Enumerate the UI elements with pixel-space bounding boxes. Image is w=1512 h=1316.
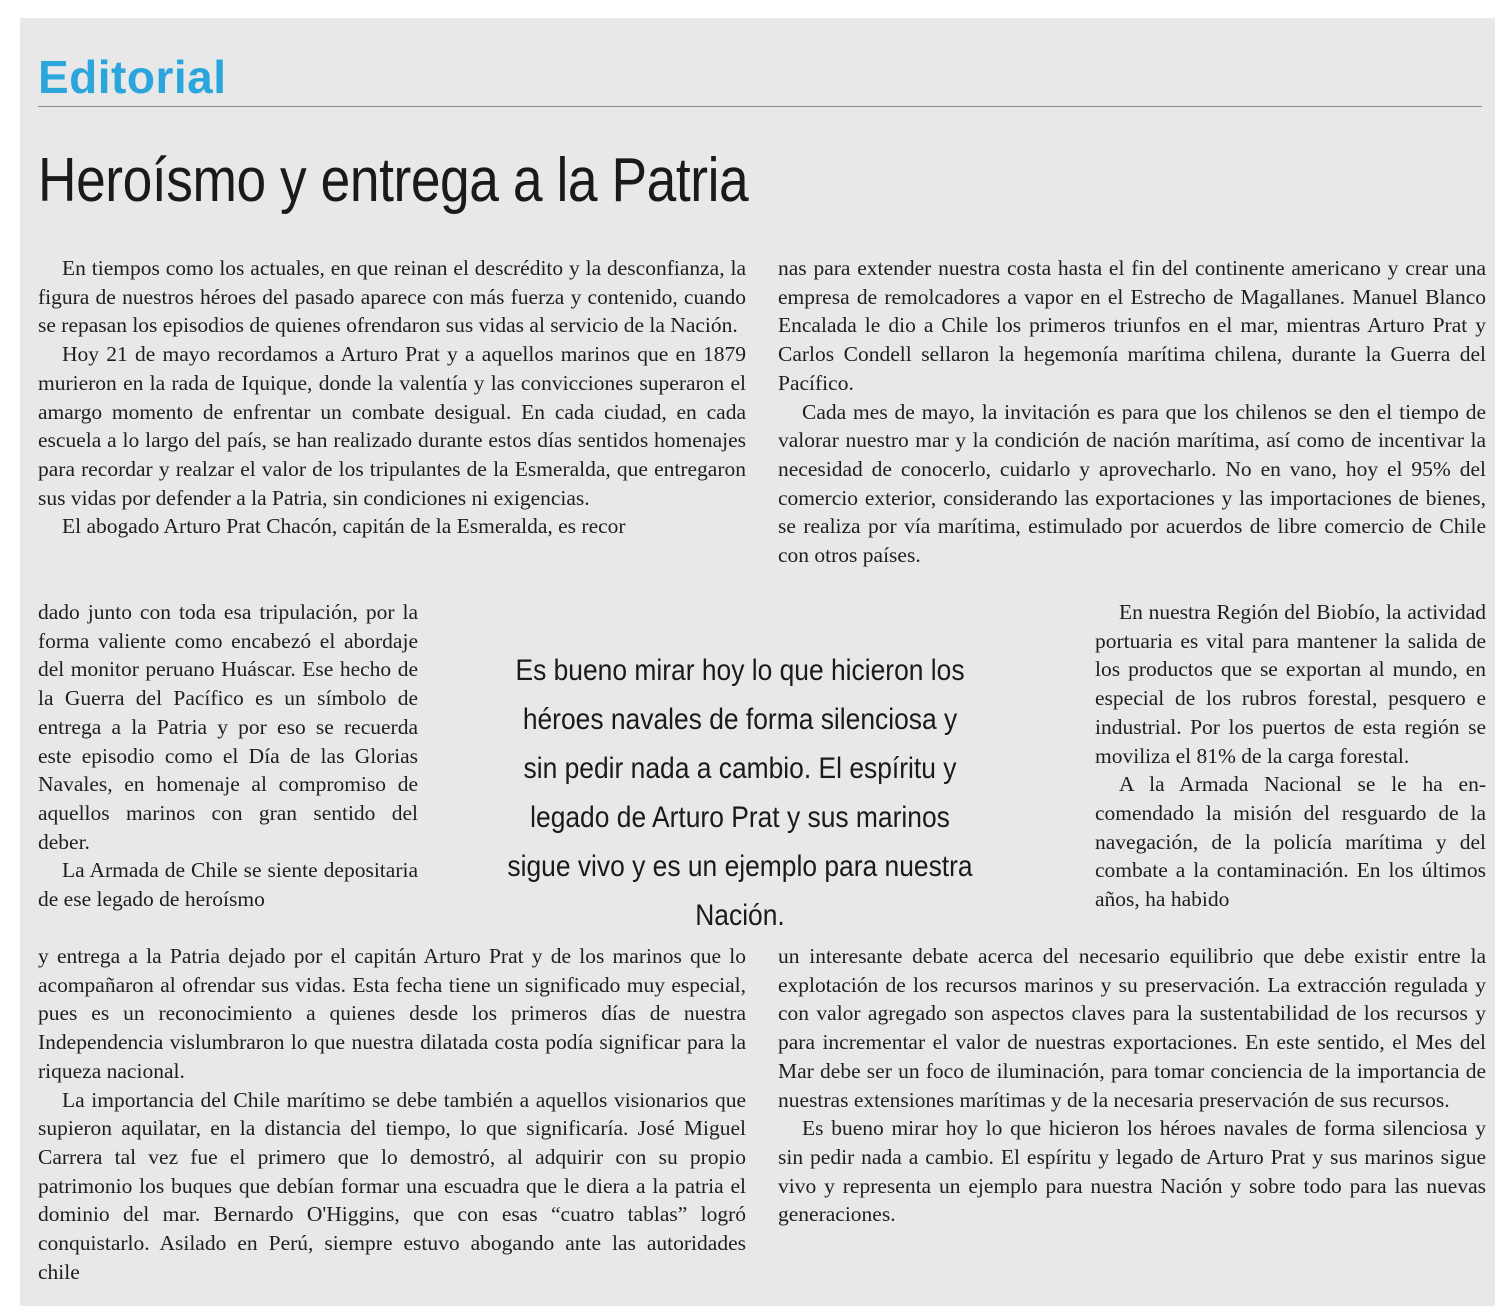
paragraph: En tiempos como los actuales, en que reinan el descrédito y la desconfianza, la figura de nuestros héroes del pasado aparece con más fuerza y contenido, cuando se repasan los episodios de quienes ofrendaron sus vidas al servicio de la Nación. xyxy=(38,256,746,338)
paragraph: El abogado Arturo Prat Chacón, capitán de la Esmeralda, es recor xyxy=(62,514,626,539)
paragraph: Hoy 21 de mayo recordamos a Arturo Prat y a aquellos marinos que en 1879 murieron en la rada de Iquique, donde la valentía y las convicciones superaron el amargo momento de enfrentar un combate desigual. En cada ciudad, en cada escuela a lo largo del país, se han realizado durante estos días sentidos homenajes para recordar y realzar el valor de los tripulantes de la Esmeralda, que entregaron sus vidas por defender a la Patria, sin condiciones ni exigencias. xyxy=(38,342,746,510)
paragraph: nas para extender nuestra costa hasta el fin del continente americano y crear una empresa de remolcadores a vapor en el Estrecho de Magallanes. Manuel Blanco Encalada le dio a Chile los primeros triunfos en el mar, mientras Arturo Prat y Carlos Condell sellaron la hegemonía marítima chilena, durante la Guerra del Pacífico. xyxy=(778,256,1486,395)
column-1-wrap xyxy=(38,598,418,914)
column-2-wrap xyxy=(1095,598,1486,914)
column-1-bottom xyxy=(38,942,746,1286)
paragraph: La Armada de Chile se siente depositaria de ese legado de heroísmo xyxy=(38,858,418,912)
paragraph: En nuestra Región del Biobío, la actividad portuaria es vital para mantener la salida de los productos que se exportan al mundo, en especial de los rubros forestal, pesquero e industrial. Por los puertos de esta región se moviliza el 81% de la carga forestal. xyxy=(1095,600,1486,768)
paragraph: Es bueno mirar hoy lo que hicieron los héroes navales de forma silenciosa y sin pedir nada a cambio. El espíritu y legado de Arturo Prat y sus marinos sigue vivo y representa un ejemplo para nuestra Nación y sobre todo para las nuevas generaciones. xyxy=(778,1116,1486,1227)
headline: Heroísmo y entrega a la Patria xyxy=(38,146,749,215)
column-1-top xyxy=(38,254,746,541)
paragraph: Cada mes de mayo, la invitación es para que los chilenos se den el tiempo de valorar nuestro mar y la condición de nación marítima, así como de incentivar la necesidad de conocerlo, cuidarlo y aprovecharlo. No en vano, hoy el 95% del comercio exterior, considerando las exportaciones y las importaciones de bienes, se realiza por vía marítima, estimulado por acuerdos de libre comercio de Chile con otros países. xyxy=(778,399,1486,568)
section-label: Editorial xyxy=(38,51,227,103)
pull-quote: Es bueno mirar hoy lo que hicieron los héroes navales de forma silenciosa y sin pedir nada a cambio. El espíritu y legado de Arturo Prat y sus marinos sigue vivo y es un ejemplo para nuestra Nación. xyxy=(507,654,973,932)
paragraph: un interesante debate acerca del necesario equilibrio que debe existir entre la explotación de los recursos marinos y su preservación. La extracción regulada y con valor agregado son aspectos claves para la sustentabilidad de los recursos y para incrementar el valor de nuestras exportaciones. En este sentido, el Mes del Mar debe ser un foco de iluminación, para tomar conciencia de la importancia de nuestras extensiones marítimas y de la necesaria preservación de sus recursos. xyxy=(778,944,1486,1112)
paragraph: A la Armada Nacional se le ha encomendado la misión del resguardo de la navegación, de la policía marítima y del combate a la contaminación. En los últimos años, ha habido xyxy=(1095,772,1486,912)
paragraph: La importancia del Chile marítimo se debe también a aquellos visionarios que supieron aquilatar, en la distancia del tiempo, lo que significaría. José Miguel Carrera tal vez fue el primero que lo demostró, al adquirir con su propio patrimonio los buques que debían formar una escuadra que le diera a la patria el dominio del mar. Bernardo O'Higgins, que con esas “cuatro tablas” logró conquistarlo. Asilado en Perú, siempre estuvo abogando ante las autoridades chile xyxy=(38,1087,746,1284)
section-divider xyxy=(38,106,1482,107)
column-2-top xyxy=(778,254,1486,570)
paragraph: y entrega a la Patria dejado por el capitán Arturo Prat y de los marinos que lo acompañaron al ofrendar sus vidas. Esta fecha tiene un significado muy especial, pues es un reconocimiento a quienes desde los primeros días de nuestra Independencia vislumbraron lo que nuestra dilatada costa podía significar para la riqueza nacional. xyxy=(38,944,746,1083)
paragraph: dado junto con toda esa tripulación, por la forma valiente como encabezó el abordaje del monitor peruano Huáscar. Ese hecho de la Guerra del Pacífico es un símbolo de entrega a la Patria y por eso se recuerda este episodio como el Día de las Glorias Navales, en homenaje al compromiso de aquellos marinos con gran sentido del deber. xyxy=(38,600,418,854)
editorial-page xyxy=(20,18,1495,1306)
column-2-bottom xyxy=(778,942,1486,1229)
